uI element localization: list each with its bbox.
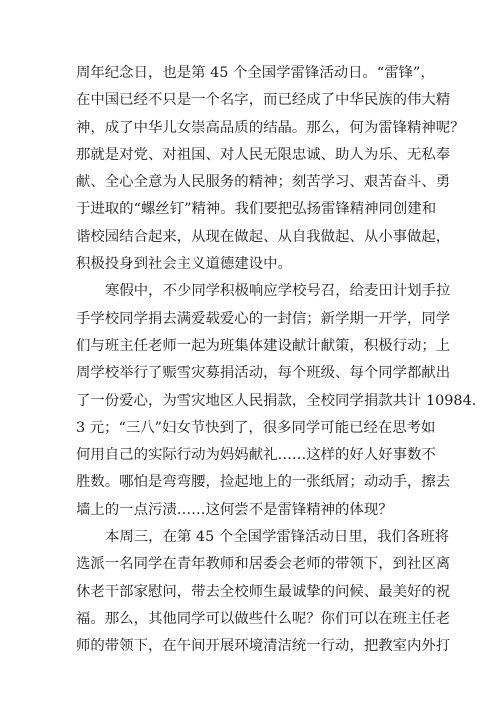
text-line: 积极投身到社会主义道德建设中。 [76,256,292,273]
text-line: 献、全心全意为人民服务的精神；刻苦学习、艰苦奋斗、勇 [76,174,451,191]
text-line: 们与班主任老师一起为班集体建设献计献策，积极行动；上 [76,337,451,354]
text-line: 那就是对党、对祖国、对人民无限忠诚、助人为乐、无私奉 [76,146,451,163]
text-line: 选派一名同学在青年教师和居委会老师的带领下，到社区离 [76,556,451,573]
text-line: 胜数。哪怕是弯弯腰，捡起地上的一张纸屑；动动手，擦去 [76,474,451,491]
text-line: 于进取的“螺丝钉”精神。我们要把弘扬雷锋精神同创建和 [76,201,437,218]
text-line: 神，成了中华儿女崇高品质的结晶。那么，何为雷锋精神呢？ [76,119,465,136]
text-line: 周学校举行了赈雪灾募捐活动，每个班级、每个同学都献出 [76,365,451,382]
text-line: 周年纪念日，也是第 45 个全国学雷锋活动日。“雷锋”， [76,65,435,81]
text-line: 在中国已经不只是一个名字，而已经成了中华民族的伟大精 [76,92,451,109]
text-line: 手学校同学捐去满爱载爱心的一封信；新学期一开学，同学 [76,310,451,327]
document-body [76,60,477,661]
text-line: 3 元；“三八”妇女节快到了，很多同学可能已经在思考如 [76,419,436,436]
text-line: 墙上的一点污渍……这何尝不是雷锋精神的体现？ [76,501,393,518]
text-line: 师的带领下，在午间开展环境清洁统一行动，把教室内外打 [76,638,451,655]
text-line: 了一份爱心，为雪灾地区人民捐款，全校同学捐款共计 10984. [76,392,477,409]
text-line: 福。那么，其他同学可以做些什么呢？你们可以在班主任老 [76,610,451,627]
paragraph-first-line: 寒假中，不少同学积极响应学校号召，给麦田计划手拉 [105,283,451,300]
text-line: 何用自己的实际行动为妈妈献礼……这样的好人好事数不 [76,447,436,464]
paragraph-first-line: 本周三，在第 45 个全国学雷锋活动日里，我们各班将 [105,529,450,546]
text-line: 谐校园结合起来，从现在做起、从自我做起、从小事做起， [76,228,451,245]
text-line: 休老干部家慰问，带去全校师生最诚挚的问候、最美好的祝 [76,583,451,600]
